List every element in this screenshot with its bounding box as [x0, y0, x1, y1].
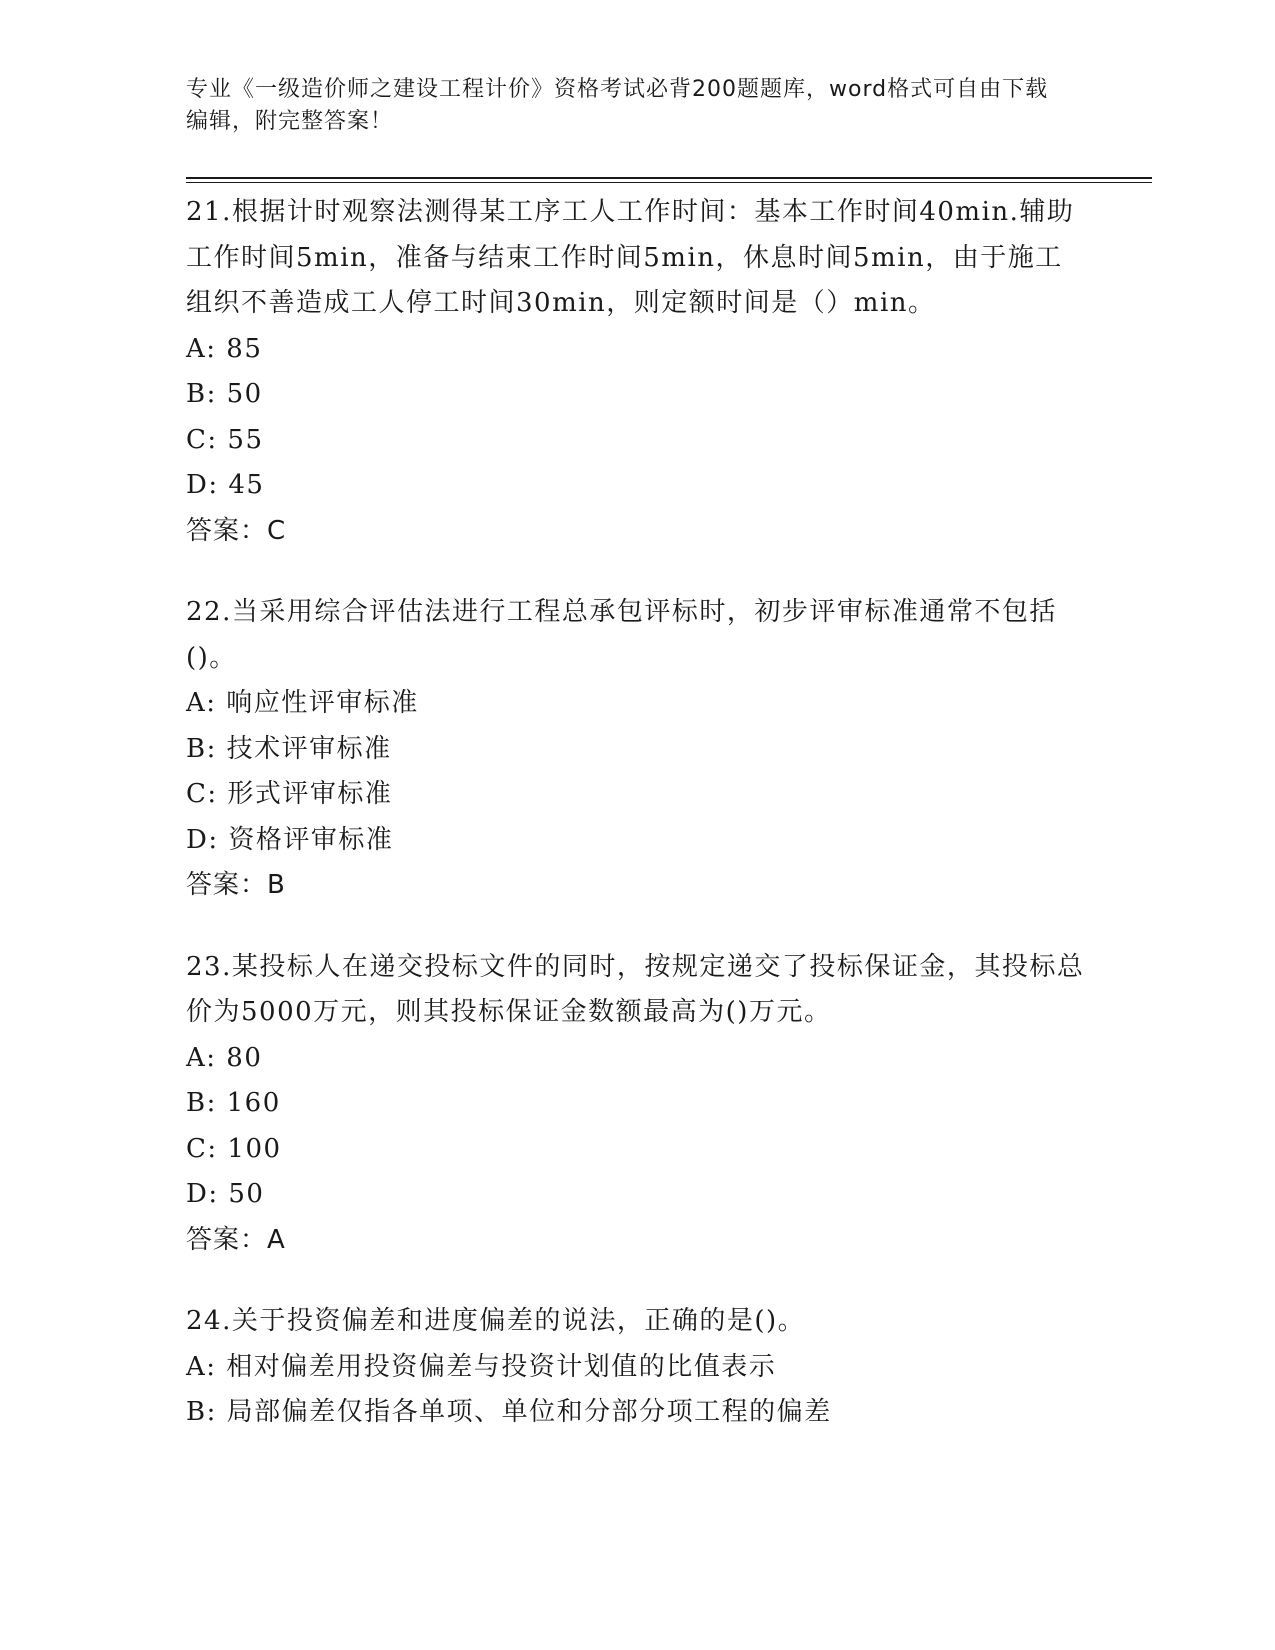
option-b: B: 50: [186, 379, 263, 409]
option-c: C: 形式评审标准: [186, 779, 393, 809]
question-text: 23.某投标人在递交投标文件的同时，按规定递交了投标保证金，其投标总价为5000万元，则其投标保证金数额最高为()万元。: [186, 951, 1085, 1027]
question-text: 24.关于投资偏差和进度偏差的说法，正确的是()。: [186, 1306, 806, 1336]
option-b: B: 160: [186, 1088, 281, 1118]
option-d: D: 50: [186, 1179, 265, 1209]
option-c: C: 55: [186, 424, 264, 455]
option-b: B: 技术评审标准: [186, 733, 392, 764]
option-b: B: 局部偏差仅指各单项、单位和分部分项工程的偏差: [186, 1397, 832, 1427]
question-text: 22.当采用综合评估法进行工程总承包评标时，初步评审标准通常不包括()。: [186, 597, 1057, 673]
header-rule-thick: [186, 177, 1152, 179]
answer: 答案：C: [186, 515, 287, 546]
question-text: 21.根据计时观察法测得某工序工人工作时间：基本工作时间40min.辅助工作时间5min，准备与结束工作时间5min，休息时间5min，由于施工组织不善造成工人停工时间30min，则定额时间是（）min。: [186, 197, 1075, 318]
option-d: D: 资格评审标准: [186, 824, 394, 855]
option-a: A: 响应性评审标准: [186, 688, 419, 718]
question-23: [186, 945, 1086, 1264]
question-21: [186, 190, 1086, 554]
document-header: 专业《一级造价师之建设工程计价》资格考试必背200题题库，word格式可自由下载编辑，附完整答案！: [186, 77, 1049, 134]
option-d: D: 45: [186, 470, 265, 500]
header-rule-thin: [186, 182, 1152, 183]
answer: 答案：B: [186, 870, 286, 900]
option-a: A: 80: [186, 1042, 263, 1073]
answer: 答案：A: [186, 1224, 286, 1255]
question-list: [186, 190, 1086, 1472]
option-a: A: 85: [186, 333, 263, 364]
option-a: A: 相对偏差用投资偏差与投资计划值的比值表示: [186, 1351, 777, 1382]
question-22: [186, 590, 1086, 909]
option-c: C: 100: [186, 1133, 282, 1164]
question-24: [186, 1299, 1086, 1436]
